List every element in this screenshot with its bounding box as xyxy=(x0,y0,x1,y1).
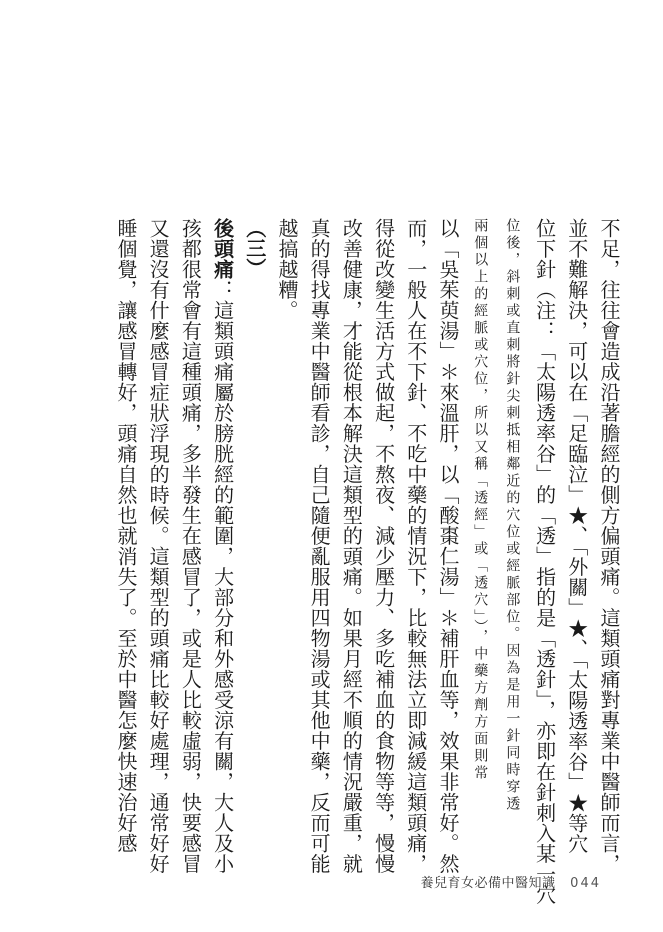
footer-book-title: 養兒育女必備中醫知識 xyxy=(420,876,556,891)
footer-page-number: 044 xyxy=(570,876,601,891)
section-heading-column xyxy=(239,218,271,838)
text-column: 位下針（注：「太陽透率谷」的「透」指的是「透針」，亦即在針刺入某一穴 xyxy=(532,218,557,905)
text-column: 以「吳茱萸湯」＊來溫肝，以「酸棗仁湯」＊補肝血等，效果非常好。然 xyxy=(435,218,460,874)
text-column: 而，一般人在不下針、不吃中藥的情況下，比較無法立即減緩這類頭痛， xyxy=(403,218,428,874)
annotation-column: 兩個以上的經脈或穴位，所以又稱「透經」或「透穴」），中藥方劑方面則常 xyxy=(472,218,489,782)
text-column: 並不難解決，可以在「足臨泣」★、「外關」★、「太陽透率谷」★等穴 xyxy=(564,218,589,854)
page-footer xyxy=(421,872,601,891)
text-column: 又還沒有什麼感冒症狀浮現的時候。這類型的頭痛比較好處理，通常好好 xyxy=(146,218,171,874)
section-heading: 後頭痛 xyxy=(210,218,235,280)
section-marker: （三） xyxy=(242,218,267,278)
text-column: 得從改變生活方式做起，不熬夜、減少壓力、多吃補血的食物等等，慢慢 xyxy=(371,218,396,874)
text-column: 真的得找專業中醫師看診，自己隨便亂服用四物湯或其他中藥，反而可能 xyxy=(307,218,332,874)
text-column: 越搞越糟。 xyxy=(274,218,299,321)
text-column: 孩都很常會有這種頭痛，多半發生在感冒了，或是人比較虛弱，快要感冒 xyxy=(178,218,203,874)
text-column: 改善健康，才能從根本解決這類型的頭痛。如果月經不順的情況嚴重，就 xyxy=(339,218,364,874)
section-intro-column xyxy=(206,218,238,874)
section-intro-text: ：這類頭痛屬於膀胱經的範圍，大部分和外感受涼有關，大人及小 xyxy=(210,279,235,874)
text-column: 睡個覺，讓感冒轉好，頭痛自然也就消失了。至於中醫怎麼快速治好感 xyxy=(113,218,138,854)
text-column: 不足，往往會造成沿著膽經的側方偏頭痛。這類頭痛對專業中醫師而言， xyxy=(597,218,621,874)
annotation-column: 位後，斜刺或直刺將針尖刺抵相鄰近的穴位或經脈部位。因為是用一針同時穿透 xyxy=(504,218,521,813)
